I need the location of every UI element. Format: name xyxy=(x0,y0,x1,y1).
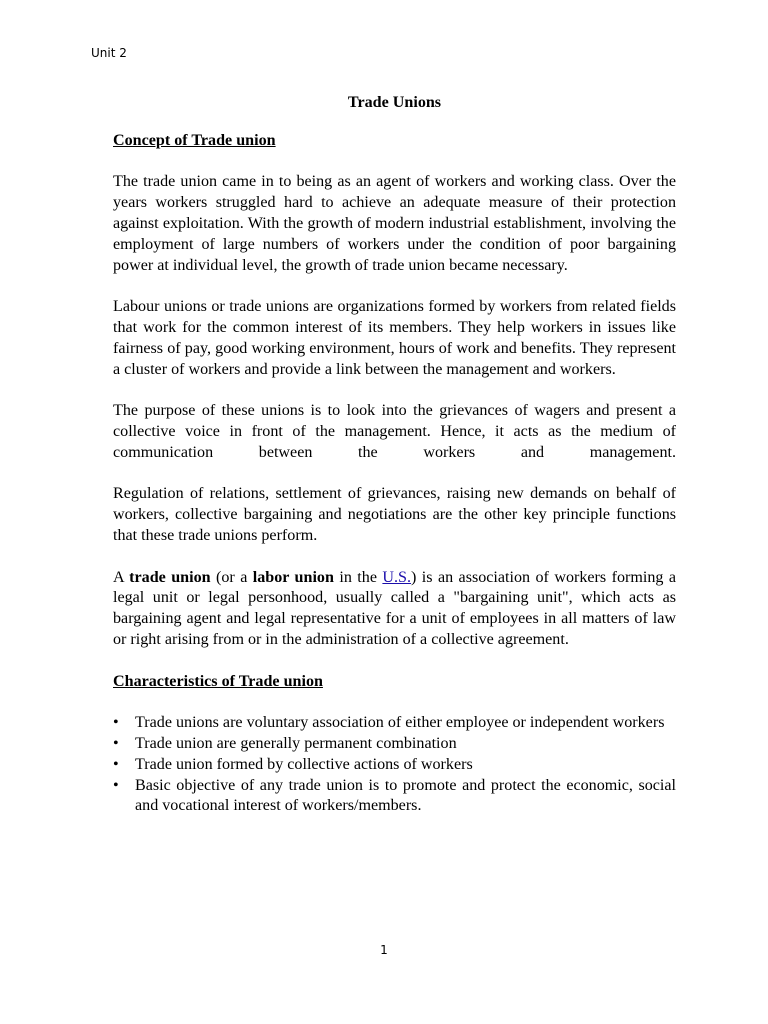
p5-text-a: A xyxy=(113,568,130,586)
section-heading-characteristics: Characteristics of Trade union xyxy=(113,672,323,690)
page-header: Unit 2 xyxy=(91,46,127,60)
page-number: 1 xyxy=(380,943,388,957)
us-link[interactable]: U.S. xyxy=(382,568,412,586)
document-title: Trade Unions xyxy=(347,94,442,111)
p5-text-mid1: (or a xyxy=(210,568,253,586)
p5-text-rest: ) is an association of workers forming a legal unit or legal personhood, usually called a "bargaining unit", which acts as bargaining agent and legal representative for a unit of employees in all matters of law or right arising from or in the administration of a collective agreement. xyxy=(113,568,676,648)
term-labor-union: labor union xyxy=(252,568,334,586)
section-heading-concept: Concept of Trade union xyxy=(113,131,276,149)
paragraph-5 xyxy=(113,568,676,651)
list-item: • Basic objective of any trade union is to promote and protect the economic, social and vocational interest of workers/members. xyxy=(135,776,676,818)
p5-text-mid2: in the xyxy=(333,568,383,586)
list-item: • Trade union are generally permanent combination xyxy=(135,734,676,755)
paragraph-4: Regulation of relations, settlement of grievances, raising new demands on behalf of workers, collective bargaining and negotiations are the other key principle functions that these trade unions perform. xyxy=(113,485,676,544)
document-body xyxy=(113,93,676,817)
term-trade-union: trade union xyxy=(129,568,211,586)
paragraph-2: Labour unions or trade unions are organizations formed by workers from related fields that work for the common interest of its members. They help workers in issues like fairness of pay, good working environment, hours of work and benefits. They represent a cluster of workers and provide a link between the management and workers. xyxy=(113,298,676,378)
characteristics-list xyxy=(113,713,676,817)
list-item: • Trade unions are voluntary association of either employee or independent workers xyxy=(135,713,676,734)
paragraph-3: The purpose of these unions is to look into the grievances of wagers and present a collective voice in front of the management. Hence, it acts as the medium of communication between the workers and management. xyxy=(113,402,676,461)
paragraph-1: The trade union came in to being as an agent of workers and working class. Over the years workers struggled hard to achieve an adequate measure of their protection against exploitation. With the growth of modern industrial establishment, involving the employment of large numbers of workers under the condition of poor bargaining power at individual level, the growth of trade union became necessary. xyxy=(113,173,676,274)
list-item: • Trade union formed by collective actions of workers xyxy=(135,755,676,776)
